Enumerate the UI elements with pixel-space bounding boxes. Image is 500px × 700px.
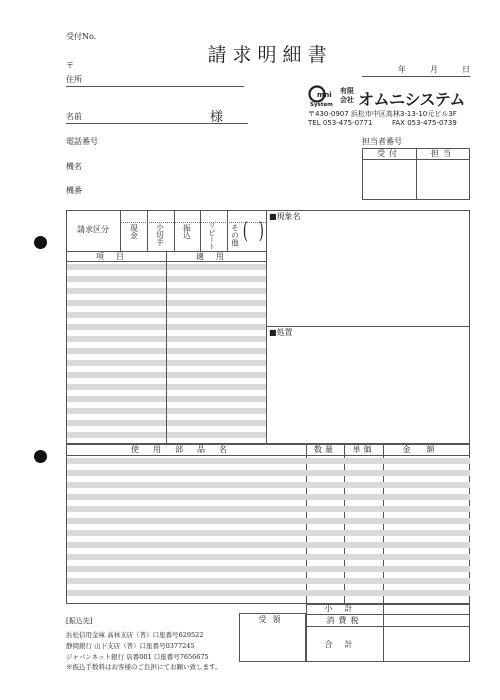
billing-sep-4 xyxy=(227,210,228,251)
treatment-label: ■処置 xyxy=(269,328,293,337)
shaded-row xyxy=(167,408,266,414)
model-label: 機名 xyxy=(66,162,82,171)
symptom-label: ■現象名 xyxy=(269,212,301,221)
company-type-2: 会社 xyxy=(340,96,354,104)
shaded-row xyxy=(67,530,470,536)
shaded-row xyxy=(67,566,470,572)
shaded-row xyxy=(67,288,166,294)
shaded-row xyxy=(167,264,266,270)
shaded-row xyxy=(67,482,470,488)
svg-text:mni: mni xyxy=(317,91,332,99)
subtotal-label: 小計 xyxy=(324,604,365,613)
unit-price-header: 単価 xyxy=(352,445,375,454)
svg-text:System: System xyxy=(310,102,333,108)
company-tel: TEL 053-475-0771 xyxy=(308,119,373,127)
company-logo xyxy=(308,84,338,108)
shaded-row xyxy=(67,360,166,366)
billing-sep-2 xyxy=(174,210,175,251)
shaded-row xyxy=(67,264,166,270)
page-title: 請求明細書 xyxy=(207,44,333,66)
shaded-row xyxy=(167,360,266,366)
total-label: 合計 xyxy=(324,640,365,649)
shaded-row xyxy=(67,336,166,342)
billing-category-label: 請求区分 xyxy=(77,225,109,234)
shaded-row xyxy=(67,470,470,476)
staff-received-header: 受付 xyxy=(377,149,401,158)
staff-in-charge-header: 担当 xyxy=(431,149,455,158)
company-type-1: 有限 xyxy=(340,87,354,95)
bank-line-2: 静岡銀行 山下支店（普）口座番号0377245 xyxy=(66,642,195,650)
shaded-row xyxy=(67,554,470,560)
shaded-row xyxy=(67,506,470,512)
logo-icon xyxy=(308,84,338,108)
tax-line xyxy=(306,626,470,627)
company-name: オムニシステム xyxy=(358,90,465,109)
address-label: 住所 xyxy=(66,75,82,84)
parts-header: 使用部品名 xyxy=(131,445,241,454)
name-label: 名前 xyxy=(66,112,82,121)
shaded-row xyxy=(167,420,266,426)
shaded-row xyxy=(167,288,266,294)
bank-note: ※振込手数料はお客様のご負担にてお願い致します。 xyxy=(66,663,222,671)
amount-header: 金額 xyxy=(402,445,451,454)
shaded-row xyxy=(167,432,266,438)
date-year: 年 xyxy=(398,65,406,74)
received-amount-label: 受領 xyxy=(258,615,287,624)
shaded-row xyxy=(67,396,166,402)
billing-paren-close: ) xyxy=(258,219,264,244)
billing-option-other[interactable]: その他 xyxy=(230,224,240,247)
date-day: 日 xyxy=(462,65,470,74)
address-line xyxy=(66,86,244,87)
shaded-row xyxy=(167,312,266,318)
billing-sep-3 xyxy=(200,210,201,251)
shaded-row xyxy=(67,578,470,584)
receipt-no-label: 受付No. xyxy=(66,32,97,41)
item-header: 項目 xyxy=(96,252,136,261)
shaded-row xyxy=(67,372,166,378)
billing-sep-0 xyxy=(120,210,121,251)
name-line xyxy=(66,123,248,124)
date-line xyxy=(362,76,470,77)
shaded-row xyxy=(167,348,266,354)
bank-line-1: 浜松信用金庫 高林支店（普）口座番号629522 xyxy=(66,631,204,639)
model-no-label: 機番 xyxy=(66,186,82,195)
honorific: 様 xyxy=(210,110,224,125)
phone-label: 電話番号 xyxy=(66,137,98,146)
postal-mark: 〒 xyxy=(66,61,74,70)
shaded-row xyxy=(67,420,166,426)
shaded-row xyxy=(67,276,166,282)
shaded-row xyxy=(67,458,470,464)
qty-header: 数量 xyxy=(314,445,336,454)
shaded-row xyxy=(167,372,266,378)
shaded-row xyxy=(167,324,266,330)
shaded-row xyxy=(67,408,166,414)
symptom-treatment-divider xyxy=(266,326,470,327)
shaded-row xyxy=(167,396,266,402)
shaded-row xyxy=(67,300,166,306)
shaded-row xyxy=(67,542,470,548)
parts-header-bottom xyxy=(66,455,470,456)
applied-header: 適用 xyxy=(196,252,236,261)
shaded-row xyxy=(67,518,470,524)
punch-hole-bottom xyxy=(34,450,47,463)
date-month: 月 xyxy=(430,65,438,74)
billing-option-cash[interactable]: 現金 xyxy=(129,224,139,239)
company-address: 〒430-0907 浜松市中区高林3-13-10元ビル3F xyxy=(308,110,457,118)
shaded-row xyxy=(67,494,470,500)
company-fax: FAX 053-475-0739 xyxy=(392,119,457,127)
billing-sep-1 xyxy=(147,210,148,251)
tax-label: 消費税 xyxy=(326,616,363,625)
shaded-row xyxy=(67,590,470,596)
bank-title: [振込先] xyxy=(66,617,93,625)
billing-option-repeat[interactable]: リピート xyxy=(208,222,216,250)
shaded-row xyxy=(67,324,166,330)
shaded-row xyxy=(167,384,266,390)
shaded-row xyxy=(67,312,166,318)
staff-label: 担当者番号 xyxy=(362,137,402,146)
shaded-row xyxy=(167,336,266,342)
billing-option-check[interactable]: 小切手 xyxy=(155,223,165,246)
shaded-row xyxy=(67,384,166,390)
shaded-row xyxy=(167,300,266,306)
bank-line-3: ジャパンネット銀行 店番001 口座番号7656675 xyxy=(66,653,209,661)
shaded-row xyxy=(67,348,166,354)
shaded-row xyxy=(67,432,166,438)
subtotal-line xyxy=(306,614,470,615)
shaded-row xyxy=(167,276,266,282)
billing-paren-open: ( xyxy=(242,219,248,244)
billing-option-transfer[interactable]: 振込 xyxy=(182,224,192,239)
punch-hole-top xyxy=(34,236,47,249)
upper-divider xyxy=(266,210,267,444)
